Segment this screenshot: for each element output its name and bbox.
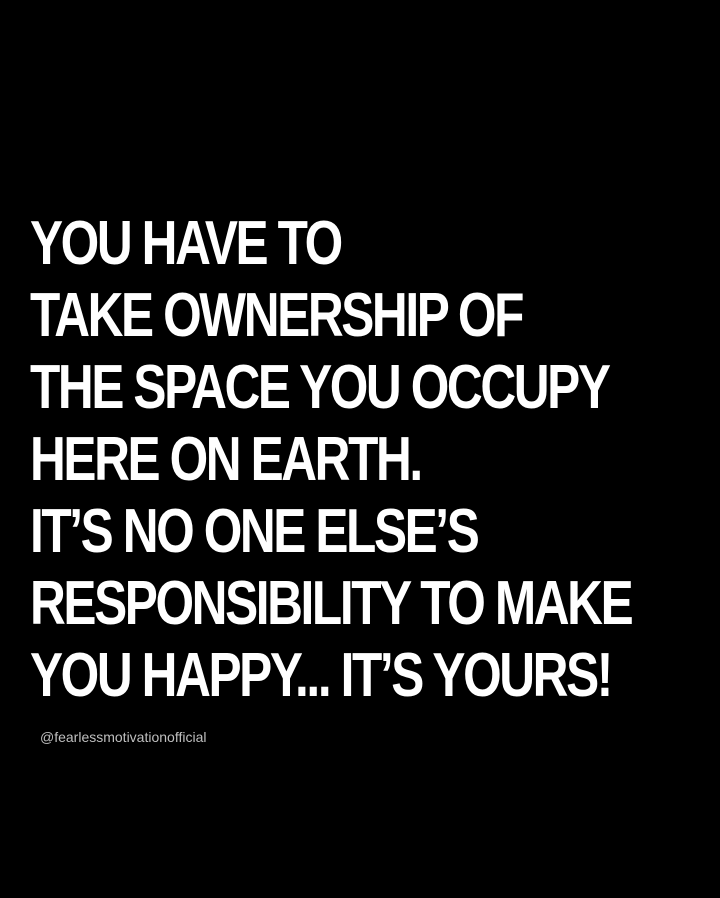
author-handle: @fearlessmotivationofficial [40, 729, 207, 745]
quote-line-2: TAKE OWNERSHIP OF [30, 281, 522, 350]
quote-text [30, 208, 631, 712]
quote-line-4: HERE ON EARTH. [30, 425, 421, 494]
quote-line-1: YOU HAVE TO [30, 209, 341, 278]
quote-line-3: THE SPACE YOU OCCUPY [30, 353, 609, 422]
quote-line-7: YOU HAPPY... IT’S YOURS! [30, 641, 611, 710]
quote-line-5: IT’S NO ONE ELSE’S [30, 497, 478, 566]
quote-line-6: RESPONSIBILITY TO MAKE [30, 569, 632, 638]
